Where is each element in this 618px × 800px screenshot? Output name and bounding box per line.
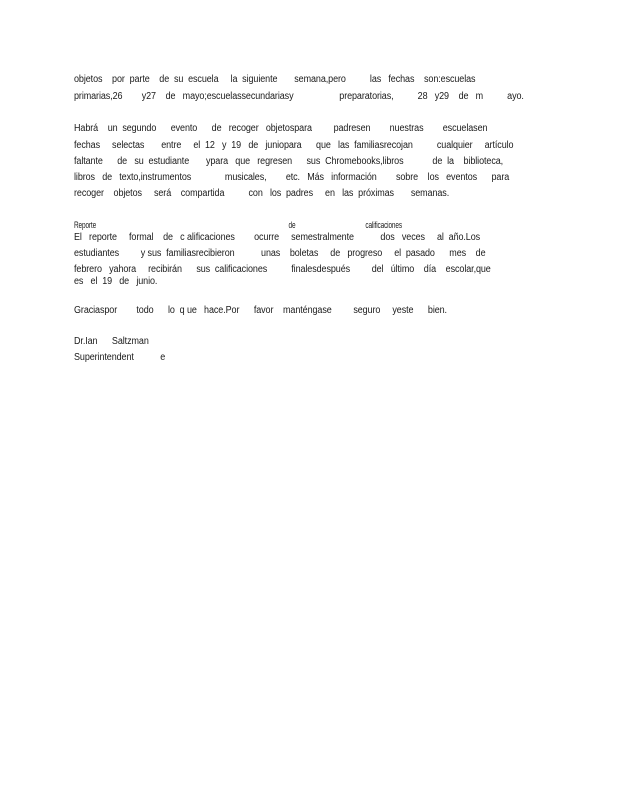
signature-title: Superintendent e xyxy=(74,352,166,363)
paragraph-1-line-2: primarias,26 y27 de mayo;escuelassecundariasy preparatorias, 28 y29 de m ayo. xyxy=(74,91,524,102)
paragraph-1-line-1: objetos por parte de su escuela la siguiente semana,pero las fechas son:escuelas xyxy=(74,74,476,85)
paragraph-3-line-2: estudiantes y sus familiasrecibieron unas boletas de progreso el pasado mes de xyxy=(74,248,486,259)
paragraph-3-line-1: El reporte formal de c alificaciones ocurre semestralmente dos veces al año.Los xyxy=(74,232,481,243)
signature-name: Dr.Ian Saltzman xyxy=(74,336,149,347)
paragraph-2-line-3: faltante de su estudiante ypara que regresen sus Chromebooks,libros de la biblioteca, xyxy=(74,156,504,167)
paragraph-3-line-4: es el 19 de junio. xyxy=(74,276,158,287)
paragraph-2-line-1: Habrá un segundo evento de recoger objetospara padresen nuestras escuelasen xyxy=(74,123,488,134)
section-heading: Reporte de calificaciones xyxy=(74,220,402,230)
paragraph-3-line-3: febrero yahora recibirán sus calificaciones finalesdespués del último día escolar,que xyxy=(74,264,491,275)
paragraph-2-line-5: recoger objetos será compartida con los padres en las próximas semanas. xyxy=(74,188,450,199)
paragraph-4-line-1: Graciaspor todo lo q ue hace.Por favor manténgase seguro yeste bien. xyxy=(74,305,447,316)
paragraph-2-line-4: libros de texto,instrumentos musicales, etc. Más información sobre los eventos para xyxy=(74,172,510,183)
paragraph-2-line-2: fechas selectas entre el 12 y 19 de juniopara que las familiasrecojan cualquier artículo xyxy=(74,140,514,151)
